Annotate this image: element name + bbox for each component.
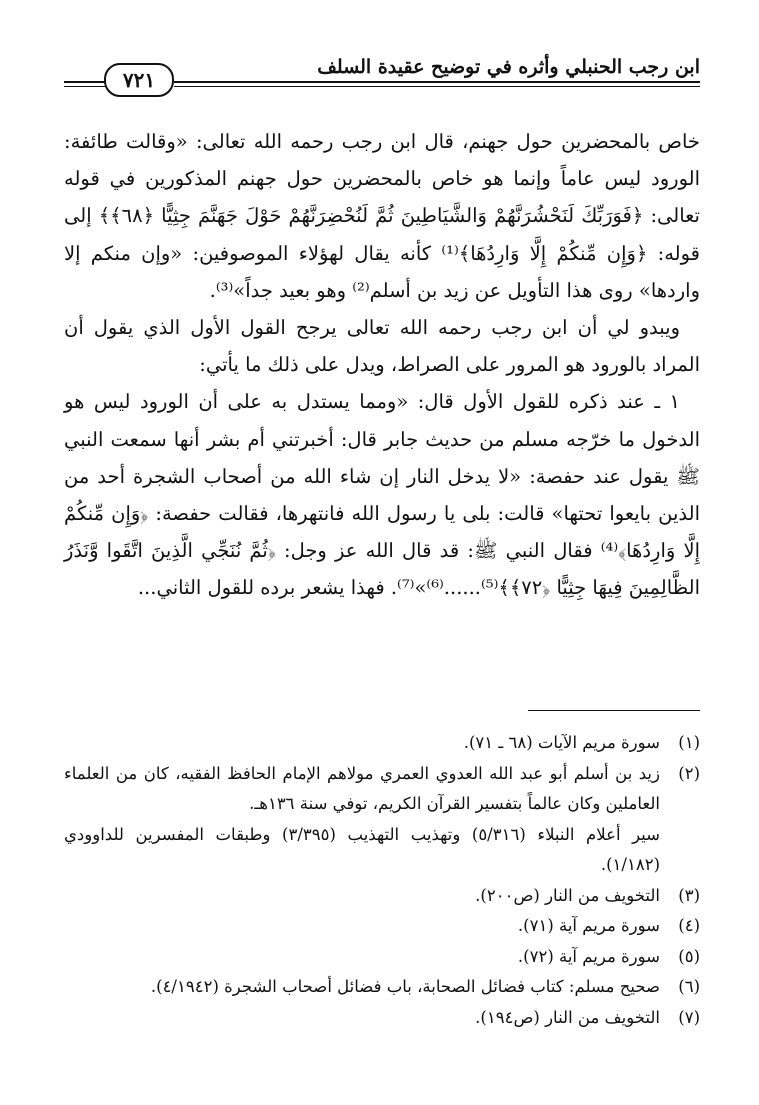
footnotes bbox=[64, 728, 700, 1033]
footnote-number: (٥) bbox=[678, 946, 700, 966]
footnote-number: (١) bbox=[678, 733, 700, 752]
paragraph: خاص بالمحضرين حول جهنم، قال ابن رجب رحمه الله تعالى: «وقالت طائفة: الورود ليس عاماً وإنما هو خاص بالمحضرين حول جهنم المذكورين في قوله تعالى: ﴿فَوَرَبِّكَ لَنَحْشُرَنَّهُمْ وَالشَّيَاطِينَ ثُمَّ لَنُحْضِرَنَّهُمْ حَوْلَ جَهَنَّمَ جِثِيًّا ﴿٦٨﴾﴾ إلى قوله: ﴿وَإِن مِّنكُمْ إِلَّا وَارِدُهَا﴾⁽¹⁾ كأنه يقال لهؤلاء الموصوفين: «وإن منكم إلا واردها» روى هذا التأويل عن زيد بن أسلم⁽²⁾ وهو بعيد جداً»⁽³⁾. bbox=[64, 130, 700, 302]
paragraph: ١ ـ عند ذكره للقول الأول قال: «ومما يستدل به على أن الورود ليس هو الدخول ما خرّجه مسلم من حديث جابر قال: أخبرتني أم بشر أنها سمعت النبي ﷺ يقول عند حفصة: «لا يدخل النار إن شاء الله من أصحاب الشجرة أحد من الذين بايعوا تحتها» قالت: بلى يا رسول الله فانتهرها، فقالت حفصة: ﴿وَإِن مِّنكُمْ إِلَّا وَارِدُهَا﴾⁽⁴⁾ فقال النبي ﷺ: قد قال الله عز وجل: ﴿ثُمَّ نُنَجِّي الَّذِينَ اتَّقَوا وَّنَذَرُ الظَّالِمِينَ فِيهَا جِثِيًّا ﴿٧٢﴾﴾⁽⁵⁾......⁽⁶⁾»⁽⁷⁾. فهذا يشعر برده للقول الثاني... bbox=[64, 390, 700, 600]
book-title: ابن رجب الحنبلي وأثره في توضيح عقيدة السلف bbox=[317, 56, 700, 78]
header-rule-short bbox=[64, 81, 106, 87]
footnote-text: سير أعلام النبلاء (٥/٣١٦) وتهذيب التهذيب (٣/٣٩٥) وطبقات المفسرين للداوودي (١/١٨٢). bbox=[64, 824, 660, 874]
page-number: ٧٢١ bbox=[104, 63, 174, 97]
footnote-separator bbox=[528, 710, 700, 711]
running-header bbox=[64, 50, 700, 94]
footnote-number: (٤) bbox=[678, 916, 700, 935]
header-rule bbox=[174, 81, 700, 87]
footnote bbox=[64, 911, 700, 942]
footnote-text: سورة مريم الآيات (٦٨ ـ ٧١). bbox=[463, 733, 660, 752]
footnote-text: سورة مريم آية (٧٢). bbox=[517, 946, 660, 966]
footnote-number: (٣) bbox=[678, 885, 700, 905]
footnote bbox=[64, 881, 700, 912]
footnote bbox=[64, 728, 700, 759]
main-text bbox=[64, 123, 700, 607]
footnote bbox=[64, 820, 700, 881]
footnote-number: (٦) bbox=[678, 977, 700, 996]
footnote bbox=[64, 972, 700, 1003]
footnote-text: التخويف من النار (ص١٩٤). bbox=[475, 1007, 660, 1027]
paragraph: ويبدو لي أن ابن رجب رحمه الله تعالى يرجح القول الأول الذي يقول أن المراد بالورود هو المرور على الصراط، ويدل على ذلك ما يأتي: bbox=[64, 316, 700, 377]
footnote bbox=[64, 942, 700, 973]
footnote-number: (٧) bbox=[678, 1007, 700, 1027]
footnote-text: التخويف من النار (ص٢٠٠). bbox=[475, 885, 660, 905]
footnote-text: زيد بن أسلم أبو عبد الله العدوي العمري مولاهم الإمام الحافظ الفقيه، كان من العلماء العاملين وكان عالماً بتفسير القرآن الكريم، توفي سنة ١٣٦هـ. bbox=[64, 763, 660, 813]
footnote bbox=[64, 1003, 700, 1034]
footnote bbox=[64, 759, 700, 820]
footnote-text: سورة مريم آية (٧١). bbox=[517, 916, 660, 935]
footnote-text: صحيح مسلم: كتاب فضائل الصحابة، باب فضائل أصحاب الشجرة (٤/١٩٤٢). bbox=[150, 977, 660, 996]
footnote-number: (٢) bbox=[678, 763, 700, 783]
